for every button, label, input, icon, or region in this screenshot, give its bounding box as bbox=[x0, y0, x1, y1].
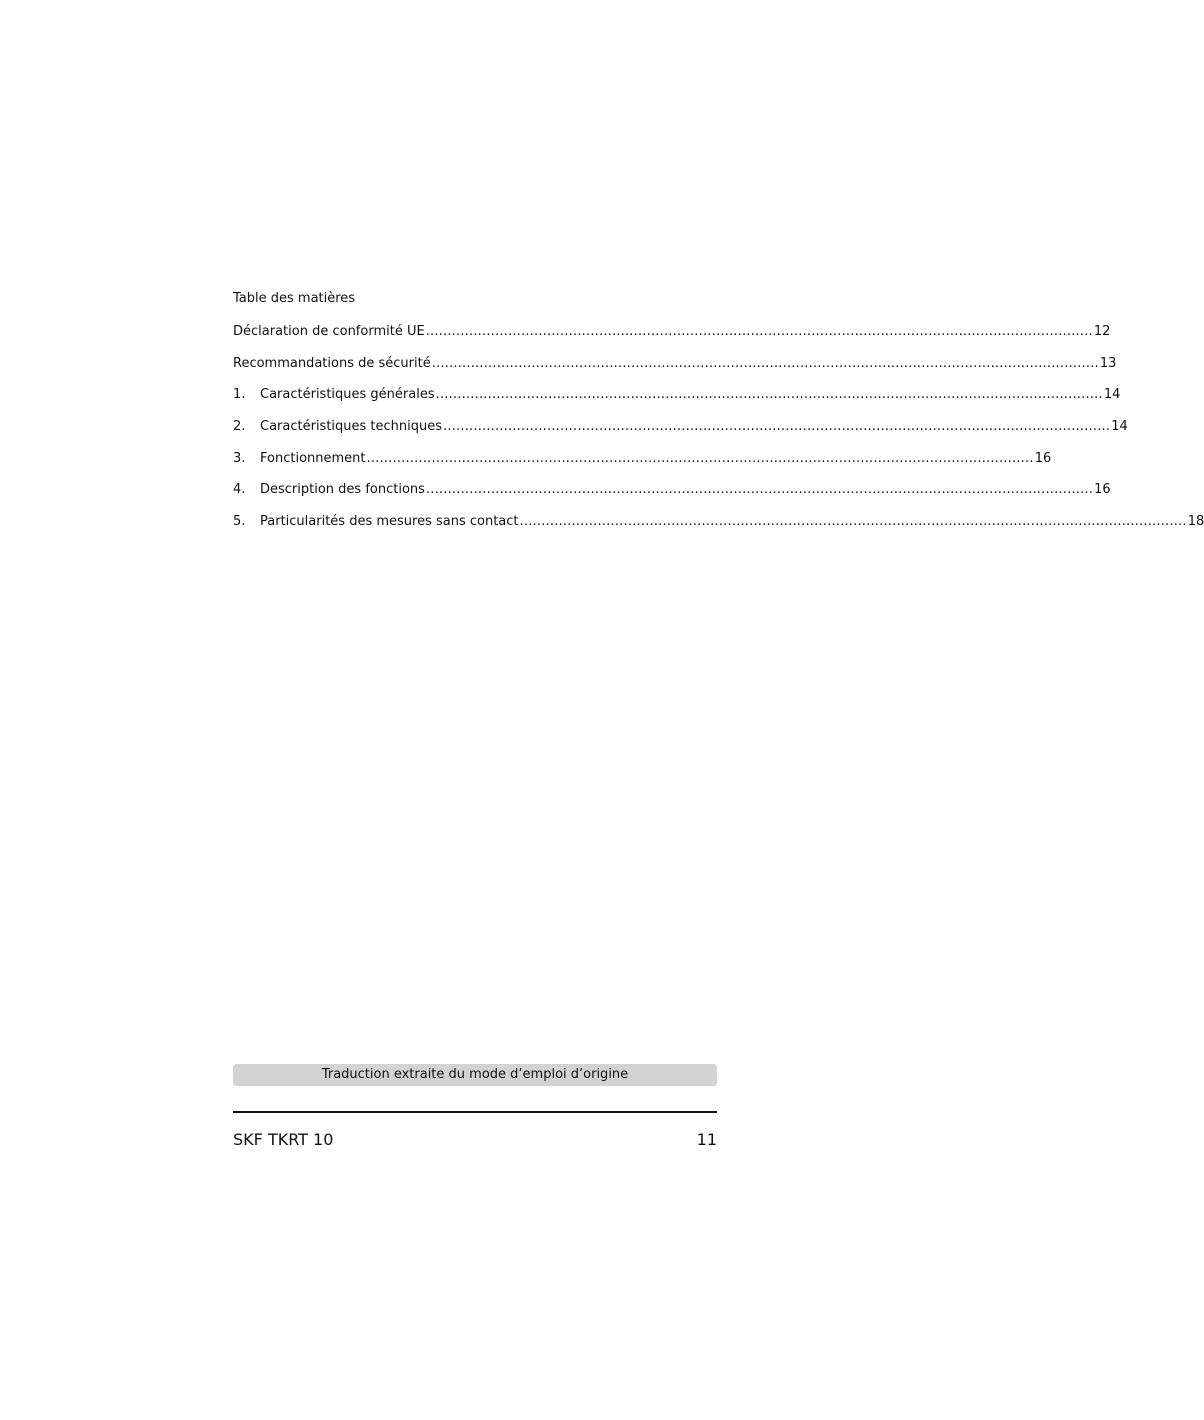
toc-entry-label: Description des fonctions bbox=[260, 482, 425, 498]
dot-leader: .......................................................................................................................................................... bbox=[425, 482, 1094, 498]
toc-entry-number: 2. bbox=[233, 419, 246, 435]
toc-entry-label: Fonctionnement bbox=[260, 450, 366, 466]
toc-entry-label: Déclaration de conformité UE bbox=[233, 324, 425, 339]
toc-entry-number: 5. bbox=[233, 514, 246, 530]
toc-entry-page: 13 bbox=[1099, 355, 1117, 371]
toc-entry[interactable] bbox=[233, 481, 1111, 513]
toc-entry-page: 16 bbox=[1094, 482, 1111, 498]
toc-entry[interactable] bbox=[233, 355, 1117, 387]
toc-entry-label: Caractéristiques générales bbox=[260, 387, 435, 403]
dot-leader: .......................................................................................................................................................... bbox=[443, 419, 1111, 435]
footer-product-name: SKF TKRT 10 bbox=[233, 1130, 334, 1149]
toc-entry-number: 1. bbox=[233, 387, 246, 403]
toc-entry-number: 4. bbox=[233, 482, 246, 498]
toc-entry[interactable] bbox=[233, 513, 1204, 545]
toc-entry-label: Caractéristiques techniques bbox=[260, 419, 443, 435]
dot-leader: .......................................................................................................................................................... bbox=[425, 324, 1093, 339]
toc-entry-label: Recommandations de sécurité bbox=[233, 355, 431, 371]
toc-entry-page: 18 bbox=[1187, 514, 1204, 530]
dot-leader: .......................................................................................................................................................... bbox=[366, 450, 1034, 466]
footer-page-number: 11 bbox=[696, 1130, 717, 1149]
toc-entry[interactable] bbox=[233, 386, 1121, 418]
toc-entry-number: 3. bbox=[233, 450, 246, 466]
toc-entry-page: 16 bbox=[1034, 450, 1052, 466]
toc-entry[interactable] bbox=[233, 323, 1111, 355]
toc-entry-page: 12 bbox=[1093, 324, 1111, 339]
dot-leader: .......................................................................................................................................................... bbox=[435, 387, 1103, 403]
toc-entry-page: 14 bbox=[1103, 387, 1121, 403]
footer-rule bbox=[233, 1111, 717, 1113]
table-of-contents bbox=[233, 323, 1204, 545]
toc-entry-page: 14 bbox=[1111, 419, 1128, 435]
toc-entry-label: Particularités des mesures sans contact bbox=[260, 514, 519, 530]
toc-entry[interactable] bbox=[233, 450, 1052, 482]
dot-leader: .......................................................................................................................................................... bbox=[519, 514, 1187, 530]
translation-banner: Traduction extraite du mode d’emploi d’origine bbox=[233, 1064, 717, 1086]
toc-title: Table des matières bbox=[233, 291, 356, 306]
dot-leader: .......................................................................................................................................................... bbox=[431, 355, 1099, 371]
toc-entry[interactable] bbox=[233, 418, 1128, 450]
